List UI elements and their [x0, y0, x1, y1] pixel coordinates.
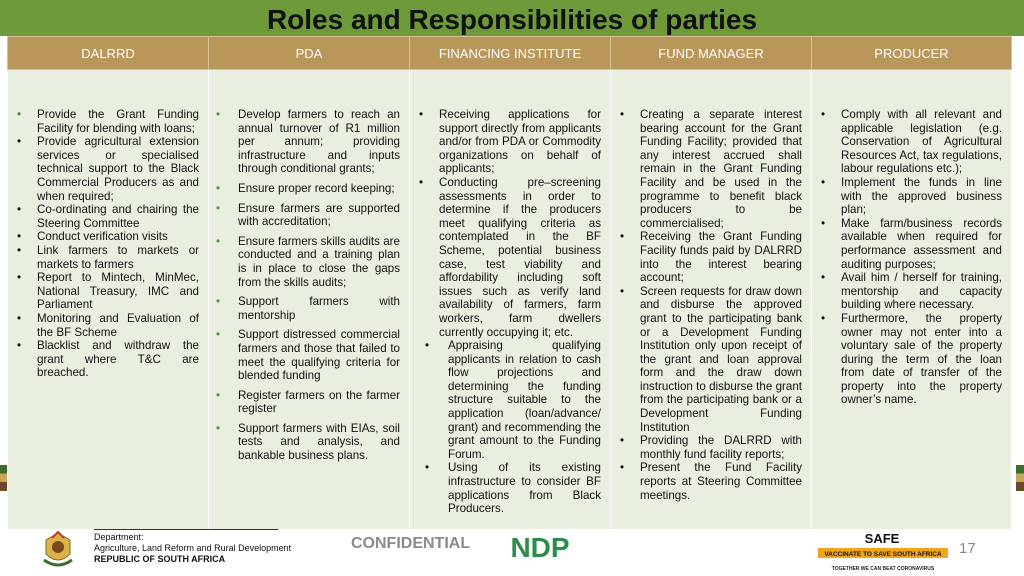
bullet-icon: •	[17, 230, 22, 244]
list-item: • Ensure farmers are supported with accreditation;	[216, 201, 400, 229]
list-item: • Register farmers on the farmer register	[216, 388, 400, 416]
bullet-icon: •	[425, 461, 430, 475]
list-item: • Provide agricultural extension services or specialised technical support to the Black Commercial Producers as and when required;	[17, 135, 199, 203]
right-decor-stripe	[1016, 465, 1024, 491]
department-label: Department:	[94, 532, 144, 542]
list-item: • Conduct verification visits	[17, 230, 168, 244]
safe-slogan: VACCINATE TO SAVE SOUTH AFRICA	[824, 551, 942, 558]
bullet-icon: •	[216, 295, 221, 309]
list-item: • Provide the Grant Funding Facility for blending with loans;	[17, 108, 199, 135]
list-item: • Creating a separate interest bearing account for the Grant Funding Facility; provided that any interest accrued shall remain in the Grant Funding Facility and be used in the programme to benefit black producers to be commercialised;	[620, 108, 802, 230]
bullet-icon: •	[216, 201, 221, 215]
list-item: • Report to Mintech, MinMec, National Treasury, IMC and Parliament	[17, 271, 199, 312]
bullet-icon: •	[17, 339, 22, 353]
list-item: • Implement the funds in line with the approved business plan;	[821, 175, 1002, 217]
country-name: REPUBLIC OF SOUTH AFRICA	[94, 554, 226, 564]
bullet-icon: •	[216, 234, 221, 248]
roles-table	[7, 36, 1012, 530]
bullet-icon: •	[620, 108, 625, 121]
bullet-icon: •	[17, 108, 22, 121]
cell-pda	[209, 70, 410, 530]
cell-financing-institute	[410, 70, 611, 530]
list-item: • Blacklist and withdraw the grant where T&C are breached.	[17, 339, 199, 380]
ndp-logo	[504, 531, 576, 561]
list-item: • Conducting pre–screening assessments in order to determine if the producers meet qualifying criteria as contemplated in the BF Scheme, potential business case, test viability and affordability including soft issues such as verify land availability of farmers, farm workers, farm dwellers currently occupying it; etc.	[419, 175, 601, 339]
cell-producer	[812, 70, 1012, 530]
list-item: • Receiving applications for support directly from applicants and/or from PDA or Commodity organizations on behalf of applicants;	[419, 108, 601, 176]
header-fund-manager: FUND MANAGER	[611, 37, 812, 70]
ndp-logo-text: NDP	[510, 532, 570, 561]
bullet-icon: •	[216, 421, 221, 435]
bullet-icon: •	[821, 311, 826, 325]
bullet-icon: •	[620, 230, 625, 244]
header-financing-institute: FINANCING INSTITUTE	[410, 37, 611, 70]
bullet-icon: •	[216, 108, 221, 121]
list-item: • Support farmers with EIAs, soil tests and analysis, and bankable business plans.	[216, 421, 400, 463]
list-item: • Ensure proper record keeping;	[216, 181, 395, 195]
list-item: • Link farmers to markets or markets to farmers	[17, 243, 199, 271]
safe-tagline: TOGETHER WE CAN BEAT CORONAVIRUS	[831, 566, 935, 572]
list-item: • Furthermore, the property owner may not enter into a voluntary sale of the property during the term of the loan from date of transfer of the property into the property owner’s name.	[821, 311, 1002, 407]
bullet-icon: •	[17, 311, 22, 325]
list-item: • Develop farmers to reach an annual turnover of R1 million per annum; providing infrastructure and inputs through conditional grants;	[216, 108, 400, 176]
header-producer: PRODUCER	[812, 37, 1012, 70]
bullet-icon: •	[425, 339, 430, 353]
list-item: • Providing the DALRRD with monthly fund facility reports;	[620, 434, 802, 461]
list-item: • Avail him / herself for training, mentorship and capacity building where necessary.	[821, 271, 1002, 312]
bullet-icon: •	[419, 175, 424, 189]
list-item: • Support farmers with mentorship	[216, 295, 400, 322]
list-item: • Ensure farmers skills audits are conducted and a training plan is in place to close the gaps from the skills audits;	[216, 234, 400, 289]
list-item: • Using of its existing infrastructure to consider BF applications from Black Producers.	[425, 461, 601, 516]
bullet-icon: •	[17, 243, 22, 257]
header-dalrrd: DALRRD	[8, 37, 209, 70]
list-item: • Support distressed commercial farmers and those that failed to meet the qualifying criteria for blended funding	[216, 328, 400, 383]
bullet-icon: •	[17, 135, 22, 149]
bullet-icon: •	[821, 216, 826, 230]
list-item: • Screen requests for draw down and disburse the approved grant to the participating bank or a Development Funding Institution only upon receipt of the grant and loan approval form and the draw down instruction to disburse the grant from the participating bank or a Development Funding Institution	[620, 284, 802, 434]
bullet-icon: •	[620, 284, 625, 298]
confidential-label: CONFIDENTIAL	[351, 535, 471, 552]
bullet-icon: •	[620, 461, 625, 475]
bullet-icon: •	[216, 181, 221, 195]
cell-dalrrd	[8, 70, 209, 530]
bullet-icon: •	[216, 328, 221, 342]
bullet-icon: •	[17, 271, 22, 285]
department-name: Agriculture, Land Reform and Rural Development	[94, 543, 292, 553]
list-item: • Receiving the Grant Funding Facility funds paid by DALRRD into the interest bearing account;	[620, 230, 802, 285]
header-pda: PDA	[209, 37, 410, 70]
bullet-icon: •	[216, 388, 221, 402]
list-item: • Monitoring and Evaluation of the BF Scheme	[17, 311, 199, 339]
content-row	[8, 70, 1012, 530]
bullet-icon: •	[620, 434, 625, 448]
slide-title: Roles and Responsibilities of parties	[266, 4, 758, 35]
department-divider	[94, 529, 278, 530]
list-item: • Comply with all relevant and applicable legislation (e.g. Conservation of Agricultural Resources Act, tax regulations, labour regulations etc.);	[821, 108, 1002, 176]
bullet-icon: •	[821, 175, 826, 189]
cell-fund-manager	[611, 70, 812, 530]
bullet-icon: •	[821, 271, 826, 285]
list-item: • Co-ordinating and chairing the Steering Committee	[17, 203, 199, 230]
coat-of-arms-icon	[38, 530, 78, 568]
list-item: • Appraising qualifying applicants in relation to cash flow projections and determining the funding structure suitable to the application (loan/advance/ grant) and recommending the grant amount to the Funding Forum.	[425, 339, 601, 461]
header-row	[8, 37, 1012, 70]
safe-logo-text: SAFE	[864, 531, 900, 546]
bullet-icon: •	[821, 108, 826, 121]
list-item: • Make farm/business records available when required for performance assessment and auditing purposes;	[821, 216, 1002, 271]
bullet-icon: •	[17, 203, 22, 217]
bullet-icon: •	[419, 108, 424, 121]
list-item: • Present the Fund Facility reports at Steering Committee meetings.	[620, 461, 802, 502]
page-number: 17	[959, 540, 976, 557]
department-block	[94, 532, 291, 565]
safe-logo	[818, 530, 948, 574]
